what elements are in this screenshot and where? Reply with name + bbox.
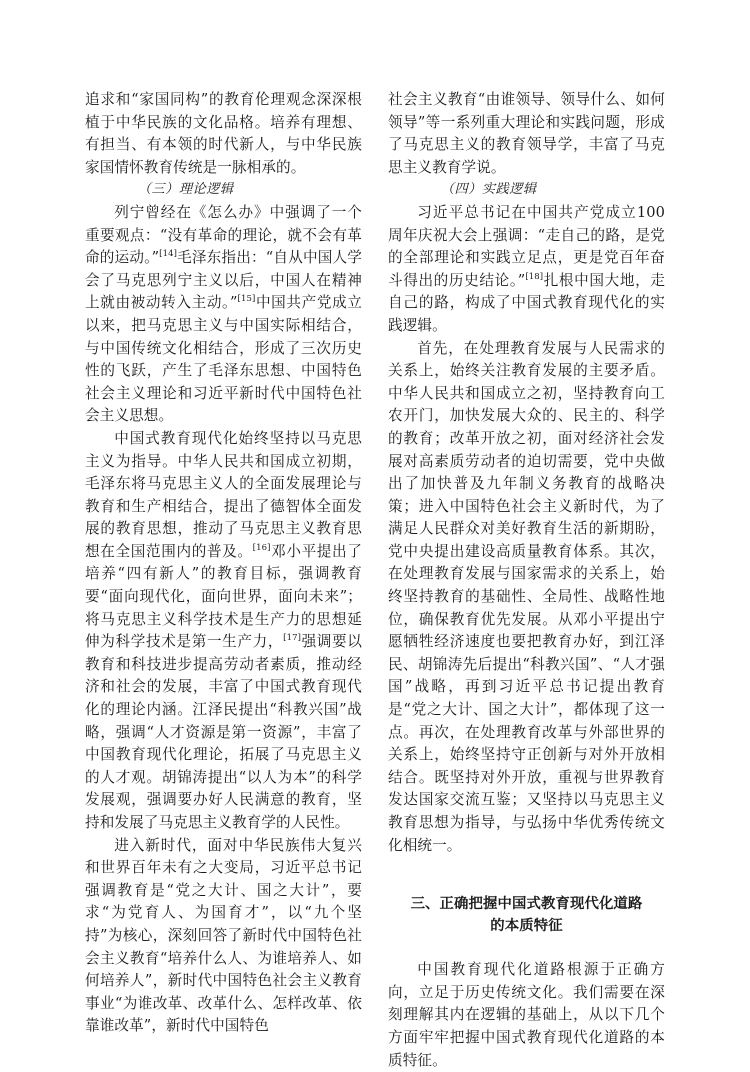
citation-15: [15] [237, 294, 256, 305]
paragraph-section-intro: 中国教育现代化道路根源于正确方向，立足于历史传统文化。我们需要在深刻理解其内在逻辑的基础上，从以下几个方面牢牢把握中国式教育现代化道路的本质特征。 [388, 961, 665, 1069]
right-column [388, 89, 665, 1072]
text: 邓小平提出了培养“四有新人”的教育目标，强调教育要“面向现代化，面向世界，面向未来”；将马克思主义科学技术是生产力的思想延伸为科学技术是第一生产力， [85, 542, 362, 651]
citation-18: [18] [525, 271, 544, 282]
text: 中国共产党成立以来，把马克思主义与中国实际相结合，与中国传统文化相结合，形成了三次历史性的飞跃，产生了毛泽东思想、中国特色社会主义理论和习近平新时代中国特色社会主义思想。 [85, 294, 363, 425]
citation-14: [14] [159, 249, 178, 260]
paragraph-continued: 社会主义教育“由谁领导、领导什么、如何领导”等一系列重大理论和实践问题，形成了马克思主义的教育领导学，丰富了马克思主义教育学说。 [388, 91, 665, 176]
subheading-practice-logic: （四）实践逻辑 [440, 182, 537, 198]
paragraph-lenin-mao [85, 202, 362, 428]
text: 中国式教育现代化始终坚持以马克思主义为指导。中华人民共和国成立初期，毛泽东将马克思主义人的全面发展理论与教育和生产相结合，提出了德智体全面发展的教育思想，推动了马克思主义教育思想在全国范围内的普及。 [85, 429, 362, 560]
section-title-line: 三、正确把握中国式教育现代化道路 [410, 896, 643, 913]
subheading-theory-logic: （三）理论逻辑 [137, 182, 234, 198]
section-title [388, 893, 665, 937]
text: 毛泽东指出：“自从中国人学会了马克思列宁主义以后，中国人在精神上就由被动转入主动。” [85, 249, 362, 312]
text: 强调要以教育和科技进步提高劳动者素质，推动经济和社会的发展，丰富了中国式教育现代化的理论内涵。江泽民提出“科教兴国”战略，强调“人才资源是第一资源”，丰富了中国教育现代化理论，拓展了马克思主义的人才观。胡锦涛提出“以人为本”的科学发展观，强调要办好人民满意的教育，坚持和发展了马克思主义教育学的人民性。 [85, 633, 362, 831]
paragraph-continued: 追求和“家国同构”的教育伦理观念深深根植于中华民族的文化品格。培养有理想、有担当、有本领的时代新人，与中华民族家国情怀教育传统是一脉相承的。 [85, 91, 362, 176]
text: 扎根中国大地，走自己的路，构成了中国式教育现代化的实践逻辑。 [388, 271, 665, 334]
citation-17: [17] [283, 633, 302, 644]
paragraph-own-path [388, 202, 665, 338]
paragraph-marxism-guidance [85, 428, 362, 835]
left-column [85, 89, 362, 1038]
text: 习近平总书记在中国共产党成立100周年庆祝大会上强调：“走自己的路，是党的全部理论和实践立足点，更是党百年奋斗得出的历史结论。” [388, 203, 665, 289]
text: 列宁曾经在《怎么办》中强调了一个重要观点：“没有革命的理论，就不会有革命的运动。” [85, 203, 362, 267]
section-title-line: 的本质特征 [490, 918, 563, 935]
citation-16: [16] [252, 542, 271, 553]
paragraph-new-era: 进入新时代，面对中华民族伟大复兴和世界百年未有之大变局，习近平总书记强调教育是“党之大计、国之大计”，要求“为党育人、为国育才”，以“九个坚持”为核心，深刻回答了新时代中国特色社会主义教育“培养什么人、为谁培养人、如何培养人”，新时代中国特色社会主义教育事业“为谁改革、改革什么、怎样改革、依靠谁改革”，新时代中国特色 [85, 836, 362, 1035]
paragraph-relations: 首先，在处理教育发展与人民需求的关系上，始终关注教育发展的主要矛盾。中华人民共和国成立之初，坚持教育向工农开门，加快发展大众的、民主的、科学的教育；改革开放之初，面对经济社会发展对高素质劳动者的迫切需要，党中央做出了加快普及九年制义务教育的战略决策；进入中国特色社会主义新时代，为了满足人民群众对美好教育生活的新期盼，党中央提出建设高质量教育体系。其次，在处理教育发展与国家需求的关系上，始终坚持教育的基础性、全局性、战略性地位，确保教育优先发展。从邓小平提出宁愿牺牲经济速度也要把教育办好，到江泽民、胡锦涛先后提出“科教兴国”、“人才强国”战略，再到习近平总书记提出教育是“党之大计、国之大计”，都体现了这一点。再次，在处理教育改革与外部世界的关系上，始终坚持守正创新与对外开放相结合。既坚持对外开放，重视与世界教育发达国家交流互鉴；又坚持以马克思主义教育思想为指导，与弘扬中华优秀传统文化相统一。 [388, 339, 665, 854]
